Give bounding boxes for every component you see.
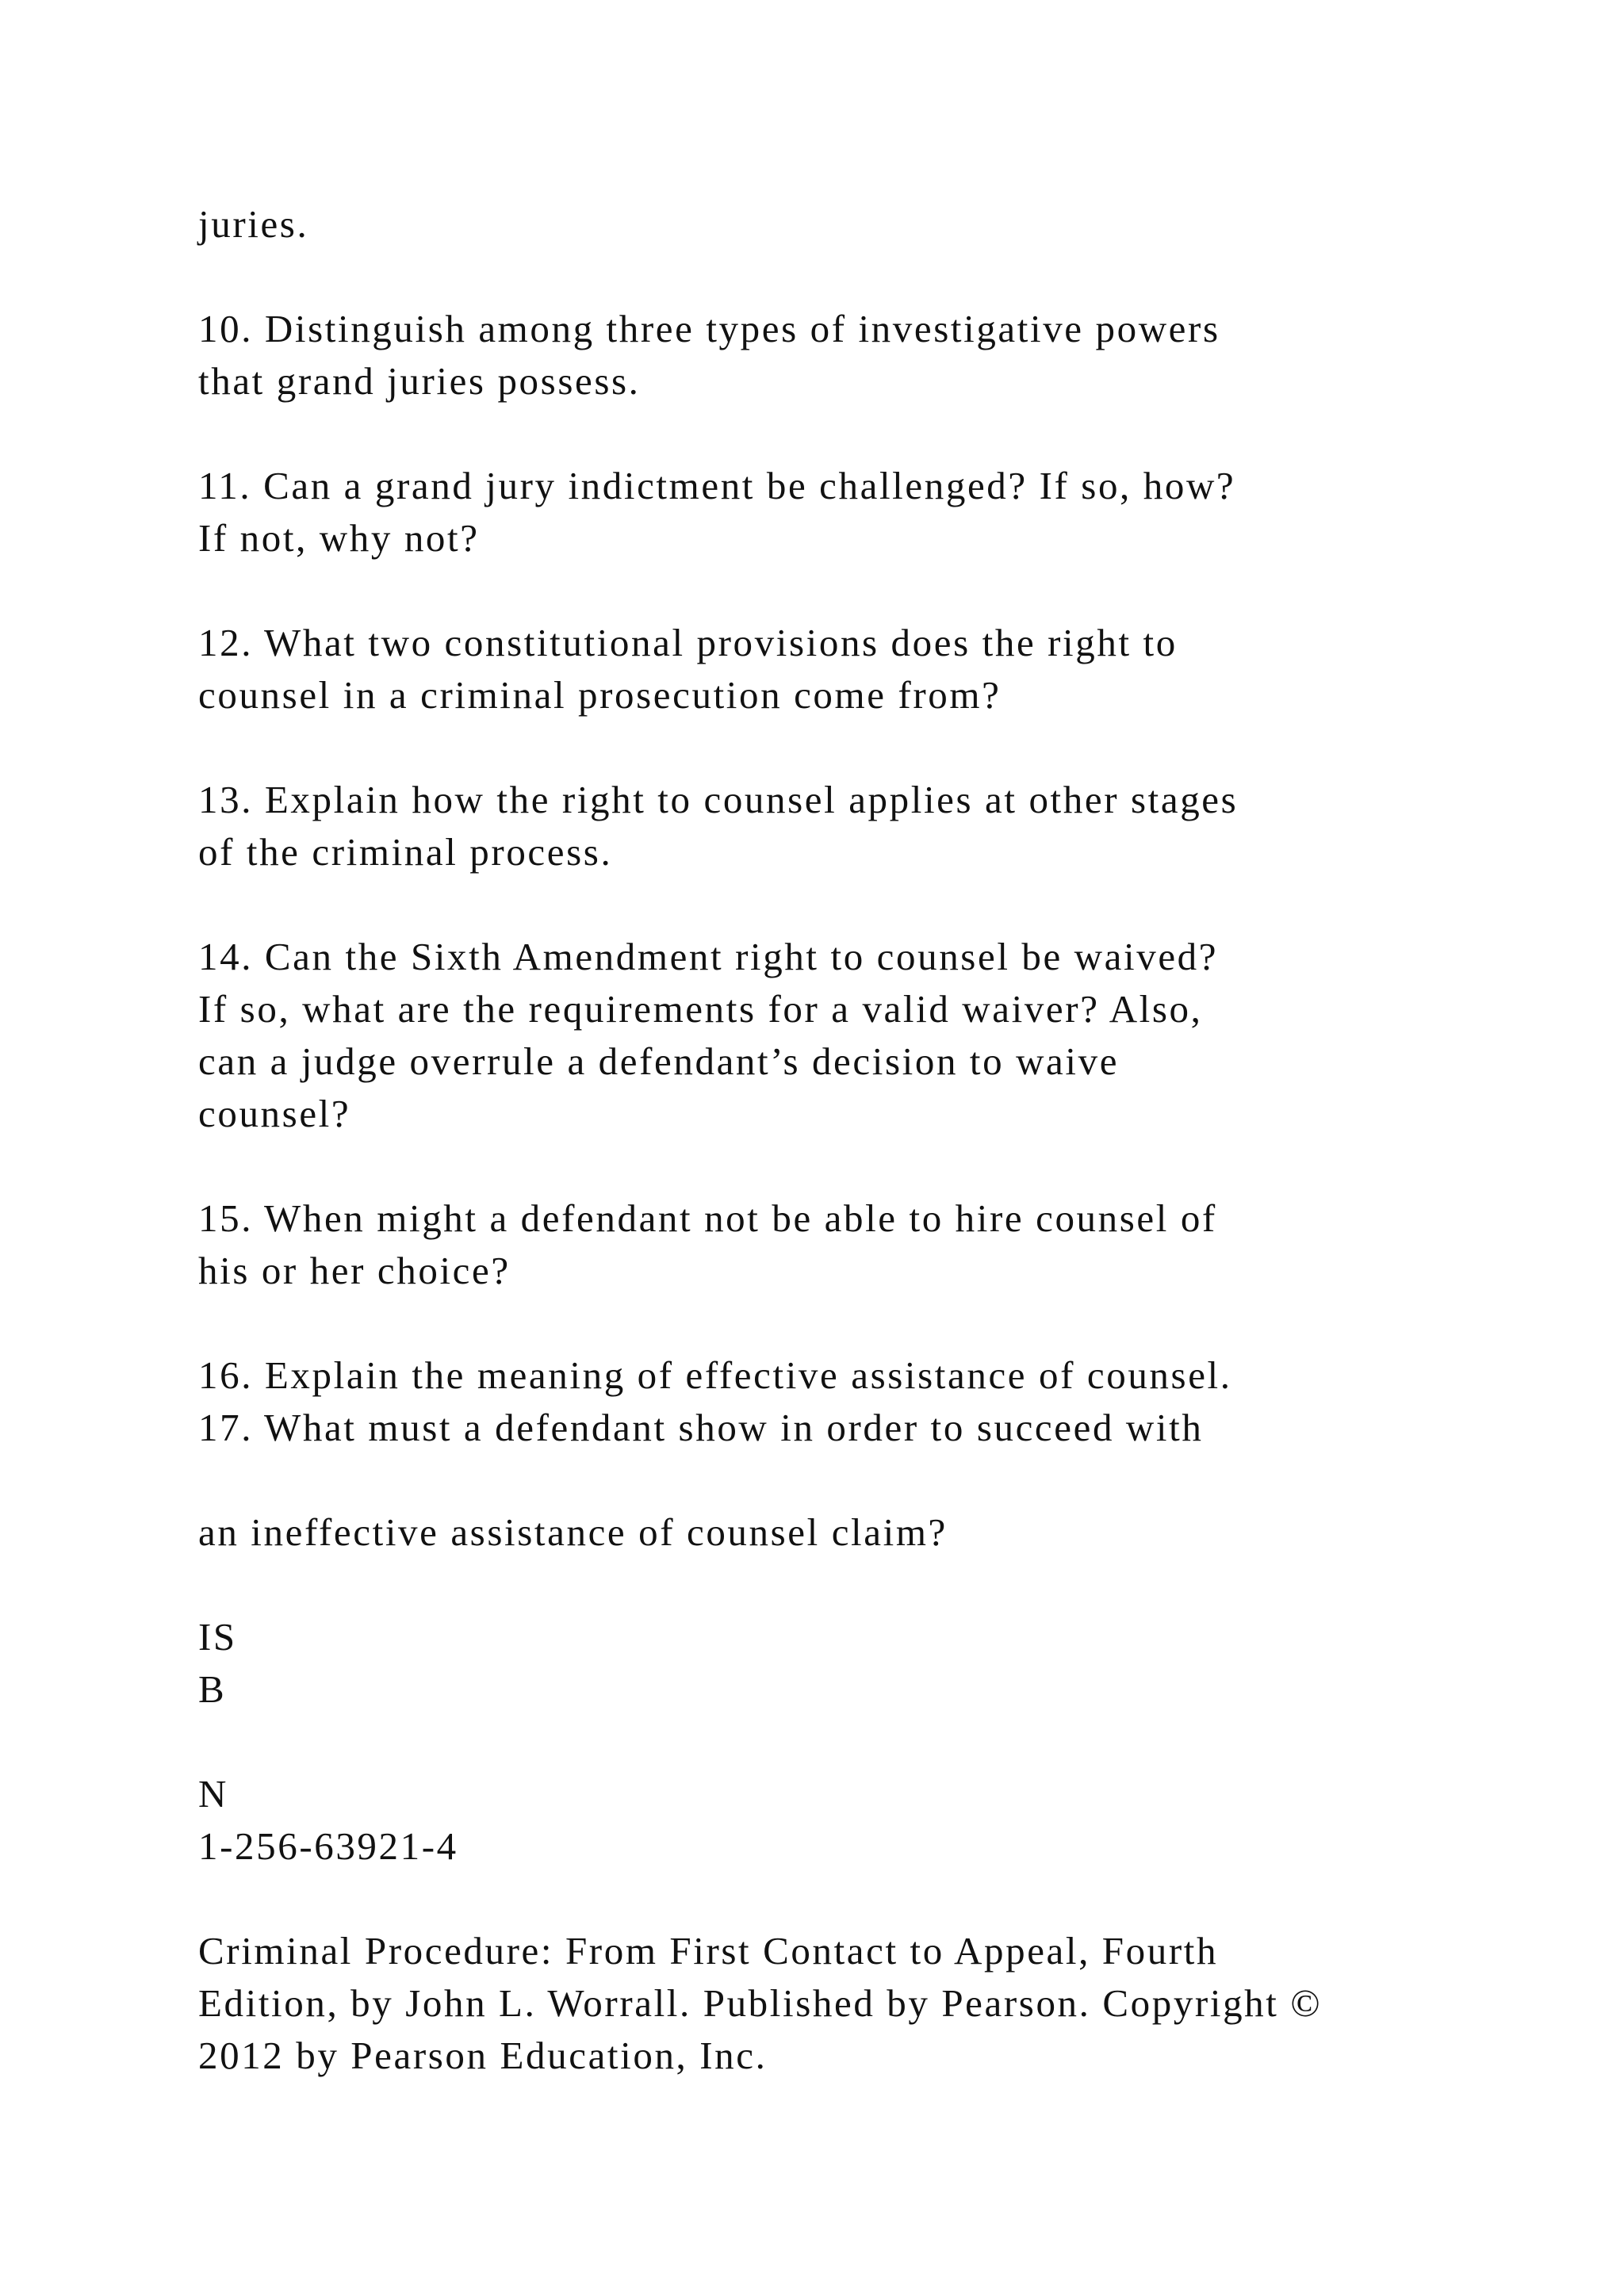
question-13-line-2: of the criminal process. — [198, 830, 613, 874]
isbn-fragment-is: IS — [198, 1615, 237, 1659]
question-12-line-1: 12. What two constitutional provisions does the right to — [198, 621, 1178, 664]
isbn-fragment-n: N — [198, 1772, 228, 1816]
question-14-line-2: If so, what are the requirements for a valid waiver? Also, — [198, 987, 1203, 1031]
citation-line-2: Edition, by John L. Worrall. Published by Pearson. Copyright © — [198, 1981, 1323, 2025]
question-17-line-2: an ineffective assistance of counsel claim? — [198, 1510, 948, 1554]
question-15-line-2: his or her choice? — [198, 1249, 511, 1292]
question-15-line-1: 15. When might a defendant not be able to hire counsel of — [198, 1196, 1217, 1240]
question-13-line-1: 13. Explain how the right to counsel applies at other stages — [198, 778, 1239, 821]
question-14-line-4: counsel? — [198, 1092, 351, 1135]
question-16-line: 16. Explain the meaning of effective assistance of counsel. — [198, 1353, 1232, 1397]
question-14-line-3: can a judge overrule a defendant’s decision to waive — [198, 1039, 1120, 1083]
question-11-line-1: 11. Can a grand jury indictment be challenged? If so, how? — [198, 464, 1236, 507]
question-12-line-2: counsel in a criminal prosecution come from? — [198, 673, 1002, 717]
citation-line-3: 2012 by Pearson Education, Inc. — [198, 2034, 768, 2077]
question-14-line-1: 14. Can the Sixth Amendment right to counsel be waived? — [198, 935, 1219, 978]
question-11-line-2: If not, why not? — [198, 516, 480, 560]
citation-line-1: Criminal Procedure: From First Contact to Appeal, Fourth — [198, 1929, 1219, 1973]
question-10-line-1: 10. Distinguish among three types of investigative powers — [198, 307, 1220, 350]
isbn-number: 1-256-63921-4 — [198, 1824, 458, 1868]
text-line-juries: juries. — [198, 202, 309, 246]
isbn-fragment-b: B — [198, 1667, 227, 1711]
question-10-line-2: that grand juries possess. — [198, 359, 641, 403]
question-17-line-1: 17. What must a defendant show in order to succeed with — [198, 1406, 1204, 1449]
